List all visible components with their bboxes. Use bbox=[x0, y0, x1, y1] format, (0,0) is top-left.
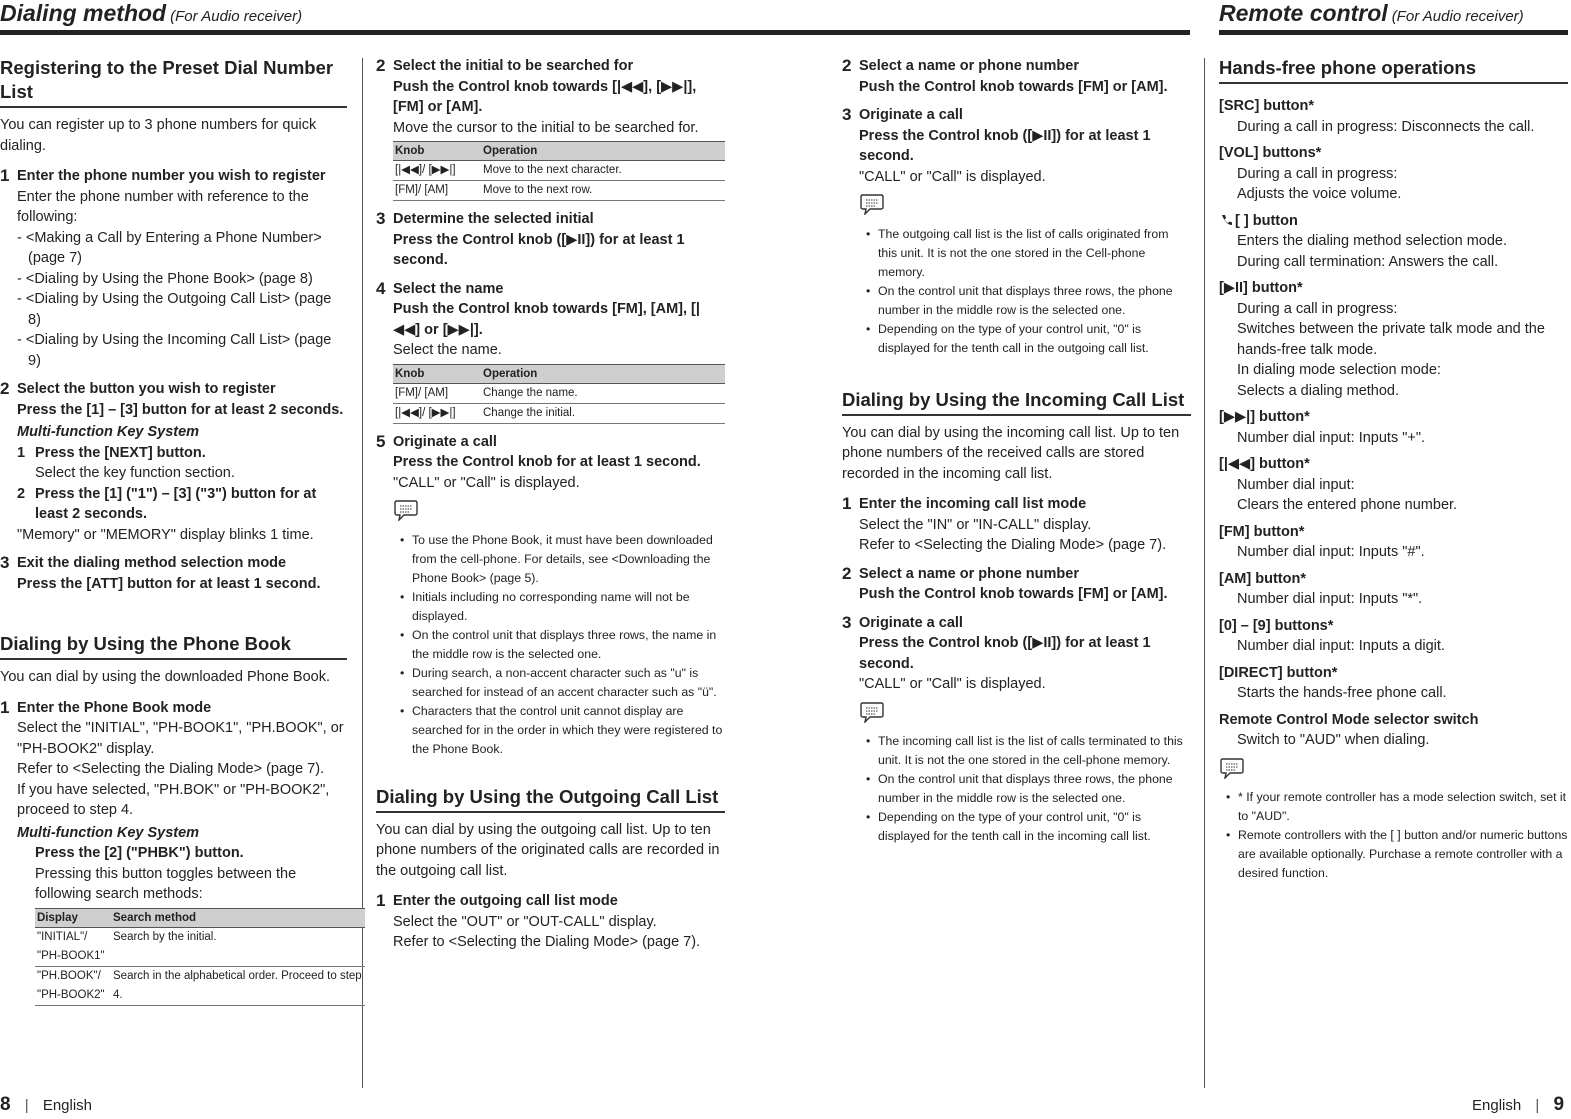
section-intro: You can register up to 3 phone numbers for quick dialing. bbox=[0, 117, 317, 154]
footer-separator: | bbox=[1535, 1097, 1540, 1114]
column-1 bbox=[0, 56, 362, 1014]
remote-item-title: [SRC] button* bbox=[1219, 98, 1315, 114]
note-item: • Depending on the type of your control unit, "0" is displayed for the tenth call in the incoming call list. bbox=[866, 808, 1191, 846]
remote-item-desc: Selects a dialing method. bbox=[1237, 382, 1400, 399]
remote-item bbox=[1219, 616, 1568, 657]
note-item: • On the control unit that displays three rows, the name in the middle row is the selected one. bbox=[400, 626, 725, 664]
sub-step-number: 2 bbox=[17, 485, 26, 502]
note-icon bbox=[393, 499, 725, 528]
header-title-right: Remote control bbox=[1219, 0, 1388, 26]
table-cell: Search by the initial. bbox=[111, 927, 365, 966]
step bbox=[376, 432, 725, 759]
remote-item-title-text: [ ] button bbox=[1235, 212, 1298, 229]
note-item: • Characters that the control unit cannot display are searched for in the order in which they were registered to the Phone Book. bbox=[400, 702, 725, 759]
step-number: 2 bbox=[376, 56, 386, 75]
remote-item-title: [VOL] buttons* bbox=[1219, 145, 1322, 161]
step-action: Push the Control knob towards [FM] or [AM]. bbox=[859, 78, 1168, 95]
remote-item-desc: Starts the hands-free phone call. bbox=[1237, 685, 1447, 701]
step-title: Enter the incoming call list mode bbox=[859, 496, 1087, 512]
sub-step-number: 1 bbox=[17, 444, 26, 461]
remote-item-title: [|◀◀] button* bbox=[1219, 456, 1310, 472]
remote-item bbox=[1219, 569, 1568, 610]
step-action: Press the [ATT] button for at least 1 second. bbox=[17, 575, 321, 592]
remote-item-desc: During a call in progress: Disconnects the call. bbox=[1237, 118, 1535, 135]
sub-step-action: Press the [1] ("1") – [3] ("3") button for at least 2 seconds. bbox=[35, 485, 317, 522]
table-cell: Move to the next character. bbox=[481, 161, 725, 181]
knob-operation-table bbox=[393, 141, 725, 201]
table-cell: Move to the next row. bbox=[481, 181, 725, 201]
table-cell: Change the name. bbox=[481, 383, 725, 403]
section-title-phone-book: Dialing by Using the Phone Book bbox=[0, 632, 347, 660]
sub-step-text: Select the key function section. bbox=[35, 465, 235, 481]
remote-item-desc: Number dial input: bbox=[1237, 476, 1355, 493]
header-subtitle-left: (For Audio receiver) bbox=[170, 8, 303, 25]
step bbox=[0, 379, 347, 545]
note-item: • During search, a non-accent character such as "u" is searched for instead of an accent character such as "ü". bbox=[400, 664, 725, 702]
header-subtitle-right: (For Audio receiver) bbox=[1391, 8, 1524, 25]
table-row bbox=[393, 161, 725, 181]
step-number: 3 bbox=[376, 209, 386, 228]
remote-item-desc: Number dial input: Inputs "*". bbox=[1237, 591, 1423, 607]
remote-item bbox=[1219, 211, 1568, 273]
footer-language: English bbox=[1472, 1097, 1522, 1114]
sub-step bbox=[17, 443, 347, 484]
section-intro: You can dial by using the outgoing call list. Up to ten phone numbers of the originated calls are recorded in the outgoing call list. bbox=[376, 821, 720, 879]
step bbox=[376, 279, 725, 424]
table-row bbox=[393, 181, 725, 201]
step-number: 1 bbox=[0, 697, 10, 717]
remote-item-title: [▶▶|] button* bbox=[1219, 409, 1310, 425]
reference-item: - <Dialing by Using the Outgoing Call List> (page 8) bbox=[17, 291, 332, 328]
step-title: Determine the selected initial bbox=[393, 211, 594, 227]
multi-function-block bbox=[17, 843, 347, 905]
step-number: 1 bbox=[376, 891, 386, 910]
table-cell: [|◀◀]/ [▶▶|] bbox=[393, 161, 481, 181]
reference-item: - <Dialing by Using the Phone Book> (page 8) bbox=[17, 270, 313, 287]
step-number: 1 bbox=[0, 166, 10, 185]
remote-item-title: [▶II] button* bbox=[1219, 280, 1303, 296]
remote-item bbox=[1219, 710, 1568, 751]
table-header: Operation bbox=[481, 142, 725, 161]
table-row bbox=[35, 927, 365, 966]
notes-list bbox=[393, 531, 725, 759]
step-action: Press the Control knob ([▶II]) for at least 1 second. bbox=[859, 635, 1151, 672]
step bbox=[0, 166, 347, 371]
step-action: Push the Control knob towards [FM] or [AM]. bbox=[859, 586, 1168, 602]
notes-list bbox=[859, 732, 1191, 846]
step bbox=[0, 697, 362, 1006]
search-method-table bbox=[35, 908, 365, 1006]
step-text: Select the "OUT" or "OUT-CALL" display. bbox=[393, 913, 657, 930]
step bbox=[0, 553, 347, 594]
remote-item bbox=[1219, 663, 1568, 704]
table-header: Knob bbox=[393, 364, 481, 383]
step-action: Push the Control knob towards [|◀◀], [▶▶|], [FM] or [AM]. bbox=[393, 78, 697, 115]
step-result: "Memory" or "MEMORY" display blinks 1 time. bbox=[17, 526, 314, 543]
step-number: 1 bbox=[842, 494, 852, 513]
step-title: Exit the dialing method selection mode bbox=[17, 555, 287, 571]
column-divider bbox=[1204, 58, 1205, 1088]
remote-item-title bbox=[1219, 211, 1568, 232]
knob-operation-table bbox=[393, 364, 725, 424]
step-title: Select the initial to be searched for bbox=[393, 58, 634, 74]
column-3 bbox=[842, 56, 1191, 854]
step-title: Enter the phone number you wish to register bbox=[17, 168, 326, 184]
step-action: Press the [1] – [3] button for at least 2 seconds. bbox=[17, 401, 344, 418]
header-title-left: Dialing method bbox=[0, 0, 167, 26]
table-cell: [|◀◀]/ [▶▶|] bbox=[393, 403, 481, 423]
page-number: 8 bbox=[0, 1094, 11, 1115]
step-number: 2 bbox=[842, 56, 852, 75]
step bbox=[842, 105, 1191, 358]
remote-item-desc: In dialing mode selection mode: bbox=[1237, 362, 1441, 378]
page-number: 9 bbox=[1553, 1094, 1565, 1115]
step-text: Move the cursor to the initial to be searched for. bbox=[393, 119, 699, 136]
remote-item bbox=[1219, 522, 1568, 563]
note-item: • Depending on the type of your control unit, "0" is displayed for the tenth call in the outgoing call list. bbox=[866, 320, 1191, 358]
table-cell: "INITIAL"/ "PH-BOOK1" bbox=[35, 927, 111, 966]
table-row bbox=[35, 966, 365, 1005]
step-number: 3 bbox=[0, 553, 10, 572]
step-number: 2 bbox=[842, 563, 852, 583]
remote-item-desc: Number dial input: Inputs "+". bbox=[1237, 429, 1426, 446]
notes-list bbox=[859, 225, 1191, 358]
footer-right bbox=[1472, 1094, 1564, 1116]
step-title: Originate a call bbox=[859, 614, 963, 631]
step-text: "CALL" or "Call" is displayed. bbox=[859, 168, 1046, 185]
table-header: Knob bbox=[393, 142, 481, 161]
remote-item-title: Remote Control Mode selector switch bbox=[1219, 711, 1479, 728]
note-item: • To use the Phone Book, it must have been downloaded from the cell-phone. For details, see <Downloading the Phone Book> (page 5). bbox=[400, 531, 725, 588]
step-number: 2 bbox=[0, 379, 10, 398]
step-text: "CALL" or "Call" is displayed. bbox=[393, 474, 580, 491]
step bbox=[842, 56, 1191, 97]
remote-item bbox=[1219, 454, 1568, 516]
note-icon bbox=[859, 193, 1191, 222]
sub-step bbox=[17, 484, 347, 525]
mf-text: Pressing this button toggles between the following search methods: bbox=[35, 865, 297, 902]
note-icon bbox=[1219, 757, 1568, 786]
remote-item-title: [0] – [9] buttons* bbox=[1219, 617, 1334, 634]
step-number: 3 bbox=[842, 612, 852, 632]
table-cell: Search in the alphabetical order. Proceed to step 4. bbox=[111, 966, 365, 1005]
step-text: If you have selected, "PH.BOK" or "PH-BOOK2", proceed to step 4. bbox=[17, 781, 330, 818]
notes-list bbox=[1219, 788, 1568, 883]
step-title: Select the button you wish to register bbox=[17, 381, 276, 397]
note-item: • The incoming call list is the list of calls terminated to this unit. It is not the one stored in the cell-phone memory. bbox=[866, 732, 1191, 770]
note-item: • Initials including no corresponding name will not be displayed. bbox=[400, 588, 725, 626]
step-text: Refer to <Selecting the Dialing Mode> (page 7). bbox=[393, 934, 701, 950]
note-icon bbox=[859, 701, 1191, 730]
remote-item bbox=[1219, 96, 1568, 137]
remote-item-title: [DIRECT] button* bbox=[1219, 664, 1338, 681]
remote-item bbox=[1219, 143, 1568, 205]
remote-item-desc: Adjusts the voice volume. bbox=[1237, 186, 1402, 202]
table-row bbox=[393, 403, 725, 423]
step-text: Refer to <Selecting the Dialing Mode> (page 7). bbox=[859, 537, 1167, 553]
step-title: Select a name or phone number bbox=[859, 58, 1079, 74]
multi-function-label: Multi-function Key System bbox=[17, 424, 200, 440]
remote-item-title: [AM] button* bbox=[1219, 570, 1306, 587]
remote-item-desc: During a call in progress: bbox=[1237, 300, 1398, 317]
table-cell: Change the initial. bbox=[481, 403, 725, 423]
table-row bbox=[393, 383, 725, 403]
step-text: Select the name. bbox=[393, 342, 502, 358]
footer-language: English bbox=[42, 1097, 93, 1114]
step-number: 5 bbox=[376, 431, 386, 451]
step-action: Press the Control knob ([▶II]) for at least 1 second. bbox=[859, 127, 1151, 164]
footer-separator: | bbox=[24, 1097, 29, 1114]
step-text: Select the "IN" or "IN-CALL" display. bbox=[859, 516, 1092, 533]
remote-item bbox=[1219, 278, 1568, 401]
table-cell: [FM]/ [AM] bbox=[393, 383, 481, 403]
remote-item-desc: Switch to "AUD" when dialing. bbox=[1237, 732, 1430, 748]
step-text: Enter the phone number with reference to the following: bbox=[17, 188, 309, 225]
step-text: Refer to <Selecting the Dialing Mode> (page 7). bbox=[17, 761, 325, 777]
step-text: Select the "INITIAL", "PH-BOOK1", "PH.BOOK", or "PH-BOOK2" display. bbox=[17, 720, 344, 757]
remote-item-title: [FM] button* bbox=[1219, 523, 1305, 540]
step bbox=[376, 56, 725, 201]
step-action: Push the Control knob towards [FM], [AM], [|◀◀] or [▶▶|]. bbox=[393, 301, 700, 338]
note-item: • On the control unit that displays three rows, the phone number in the middle row is the selected one. bbox=[866, 770, 1191, 808]
step-title: Select the name bbox=[393, 280, 504, 297]
table-header: Display bbox=[35, 908, 111, 927]
remote-item bbox=[1219, 407, 1568, 448]
page-header-left bbox=[0, 0, 1190, 35]
step-number: 3 bbox=[842, 105, 852, 124]
remote-item-desc: During a call in progress: bbox=[1237, 165, 1398, 182]
column-2 bbox=[376, 56, 725, 961]
step bbox=[842, 494, 1191, 556]
remote-item-desc: During call termination: Answers the call. bbox=[1237, 253, 1499, 270]
multi-function-label: Multi-function Key System bbox=[17, 824, 200, 841]
step bbox=[376, 209, 725, 271]
page-header-right bbox=[1219, 0, 1568, 35]
section-intro: You can dial by using the incoming call list. Up to ten phone numbers of the received calls are stored recorded in the incoming call list. bbox=[842, 424, 1180, 482]
step-title: Select a name or phone number bbox=[859, 565, 1079, 582]
step-title: Originate a call bbox=[393, 433, 497, 450]
step-title: Originate a call bbox=[859, 107, 963, 123]
table-header: Search method bbox=[111, 908, 365, 927]
table-cell: "PH.BOOK"/ "PH-BOOK2" bbox=[35, 966, 111, 1005]
remote-item-desc: Clears the entered phone number. bbox=[1237, 497, 1458, 513]
section-title-incoming: Dialing by Using the Incoming Call List bbox=[842, 388, 1191, 416]
step-title: Enter the outgoing call list mode bbox=[393, 893, 618, 909]
note-item: • The outgoing call list is the list of calls originated from this unit. It is not the one stored in the Cell-phone memory. bbox=[866, 225, 1191, 282]
section-title-outgoing: Dialing by Using the Outgoing Call List bbox=[376, 785, 725, 813]
mf-action: Press the [2] ("PHBK") button. bbox=[35, 845, 244, 861]
phone-button-icon bbox=[1219, 211, 1231, 232]
step-title: Enter the Phone Book mode bbox=[17, 699, 212, 716]
remote-item-desc: Switches between the private talk mode and the hands-free talk mode. bbox=[1237, 321, 1545, 358]
step bbox=[376, 891, 725, 953]
sub-step-action: Press the [NEXT] button. bbox=[35, 444, 206, 461]
remote-item-desc: Enters the dialing method selection mode. bbox=[1237, 233, 1508, 249]
remote-item-desc: Number dial input: Inputs "#". bbox=[1237, 544, 1425, 560]
reference-item: - <Dialing by Using the Incoming Call List> (page 9) bbox=[17, 332, 332, 369]
step bbox=[842, 564, 1191, 605]
table-cell: [FM]/ [AM] bbox=[393, 181, 481, 201]
column-4 bbox=[1219, 56, 1568, 883]
section-title-preset-dial: Registering to the Preset Dial Number List bbox=[0, 56, 347, 108]
table-header: Operation bbox=[481, 364, 725, 383]
step-number: 4 bbox=[376, 278, 386, 298]
section-intro: You can dial by using the downloaded Phone Book. bbox=[0, 669, 330, 685]
remote-item-desc: Number dial input: Inputs a digit. bbox=[1237, 638, 1445, 654]
note-item: • * If your remote controller has a mode selection switch, set it to "AUD". bbox=[1226, 788, 1568, 826]
step-action: Press the Control knob ([▶II]) for at least 1 second. bbox=[393, 231, 685, 268]
footer-left bbox=[0, 1094, 92, 1116]
step-action: Press the Control knob for at least 1 second. bbox=[393, 454, 701, 470]
step-text: "CALL" or "Call" is displayed. bbox=[859, 676, 1046, 692]
reference-item: - <Making a Call by Entering a Phone Number> (page 7) bbox=[17, 229, 322, 266]
note-item: • Remote controllers with the [ ] button and/or numeric buttons are available optionally. Purchase a remote controller with a desired function. bbox=[1226, 826, 1568, 883]
note-item: • On the control unit that displays three rows, the phone number in the middle row is the selected one. bbox=[866, 282, 1191, 320]
section-title-hands-free: Hands-free phone operations bbox=[1219, 56, 1568, 84]
step bbox=[842, 613, 1191, 847]
